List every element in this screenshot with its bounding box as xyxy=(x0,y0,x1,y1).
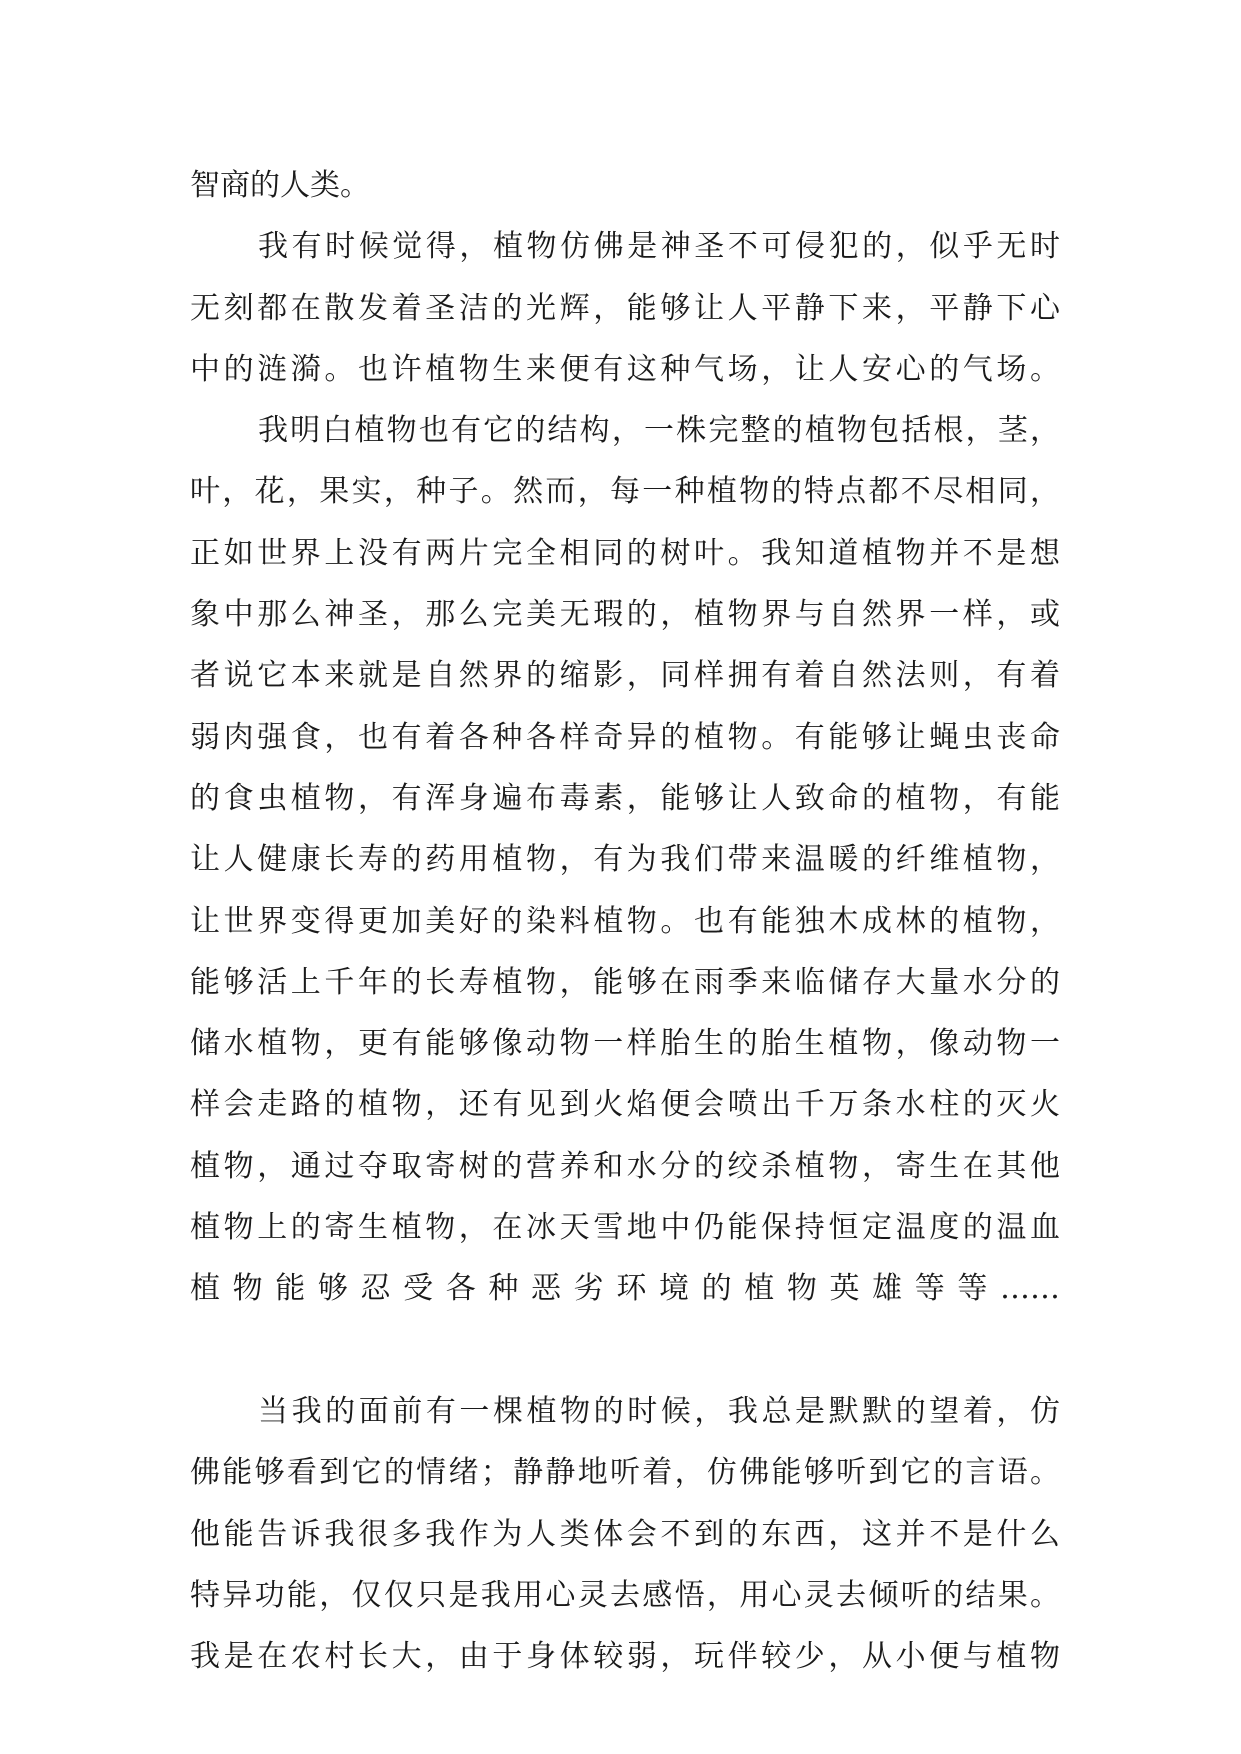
text-line: 当我的面前有一棵植物的时候，我总是默默的望着，仿 xyxy=(258,1393,1060,1429)
document-page xyxy=(190,155,1060,1687)
text-line: 我有时候觉得，植物仿佛是神圣不可侵犯的，似乎无时 xyxy=(258,229,1060,265)
text-line: 智商的人类。 xyxy=(190,168,370,203)
text-line: 无刻都在散发着圣洁的光辉，能够让人平静下来，平静下心 xyxy=(190,290,1060,326)
text-line: 正如世界上没有两片完全相同的树叶。我知道植物并不是想 xyxy=(190,535,1060,571)
text-line: 让人健康长寿的药用植物，有为我们带来温暖的纤维植物， xyxy=(190,842,1060,878)
text-line: 储水植物，更有能够像动物一样胎生的胎生植物，像动物一 xyxy=(190,1026,1060,1062)
text-line xyxy=(190,1320,1060,1381)
text-line: 特异功能，仅仅只是我用心灵去感悟，用心灵去倾听的结果。 xyxy=(190,1577,1060,1613)
text-line: 他能告诉我很多我作为人类体会不到的东西，这并不是什么 xyxy=(190,1516,1060,1552)
text-line: 佛能够看到它的情绪；静静地听着，仿佛能够听到它的言语。 xyxy=(190,1455,1060,1491)
text-line: 植物能够忍受各种恶劣环境的植物英雄等等…… xyxy=(190,1271,1060,1307)
text-line: 植物，通过夺取寄树的营养和水分的绞杀植物，寄生在其他 xyxy=(190,1148,1060,1184)
text-line: 弱肉强食，也有着各种各样奇异的植物。有能够让蝇虫丧命 xyxy=(190,719,1060,755)
text-line: 叶，花，果实，种子。然而，每一种植物的特点都不尽相同， xyxy=(190,474,1060,510)
text-line: 的食虫植物，有浑身遍布毒素，能够让人致命的植物，有能 xyxy=(190,780,1060,816)
text-line: 植物上的寄生植物，在冰天雪地中仍能保持恒定温度的温血 xyxy=(190,1210,1060,1246)
paragraph-4 xyxy=(190,1381,1060,1687)
text-line: 我是在农村长大，由于身体较弱，玩伴较少，从小便与植物 xyxy=(190,1639,1060,1675)
text-line: 中的涟漪。也许植物生来便有这种气场，让人安心的气场。 xyxy=(190,351,1060,387)
paragraph-2 xyxy=(190,216,1060,400)
text-line: 让世界变得更加美好的染料植物。也有能独木成林的植物， xyxy=(190,903,1060,939)
text-line: 象中那么神圣，那么完美无瑕的，植物界与自然界一样，或 xyxy=(190,597,1060,633)
text-line: 能够活上千年的长寿植物，能够在雨季来临储存大量水分的 xyxy=(190,964,1060,1000)
text-line: 我明白植物也有它的结构，一株完整的植物包括根，茎， xyxy=(258,413,1060,449)
text-line: 样会走路的植物，还有见到火焰便会喷出千万条水柱的灭火 xyxy=(190,1087,1060,1123)
paragraph-1 xyxy=(190,155,1060,216)
text-line: 者说它本来就是自然界的缩影，同样拥有着自然法则，有着 xyxy=(190,658,1060,694)
paragraph-3 xyxy=(190,400,1060,1381)
